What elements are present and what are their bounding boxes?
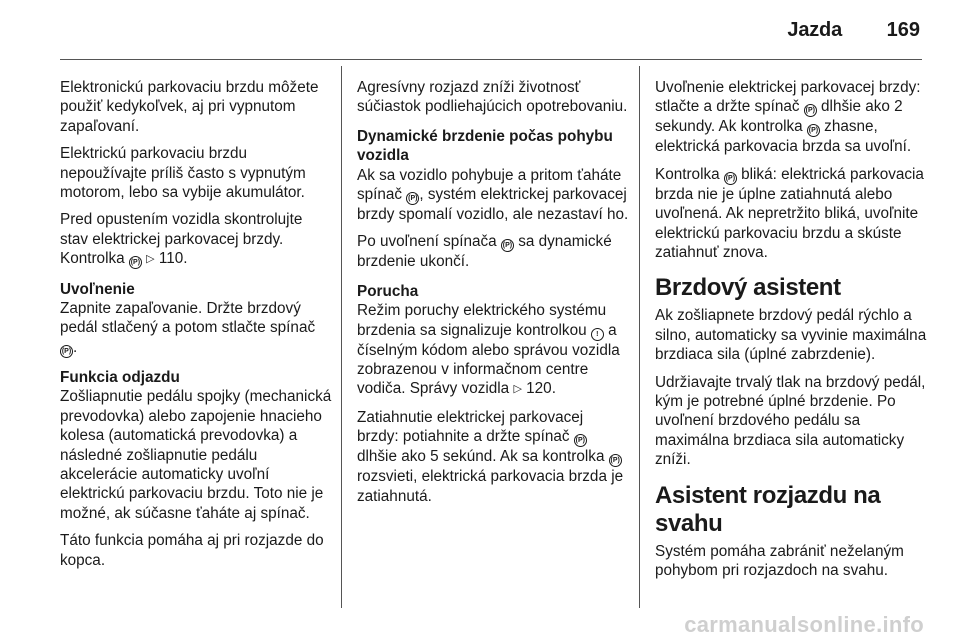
column-3 [655,78,927,589]
paragraph: Po uvoľnení spínača (P) sa dynamické brzdenie ukončí. [357,233,612,271]
subheading: Uvoľnenie [60,280,135,298]
brake-warning-icon: ! [591,328,604,341]
parking-brake-icon: (P) [501,239,514,252]
column-divider-1 [341,66,342,608]
paragraph: Udržiavajte trvalý tlak na brzdový pedál, kým je potrebné úplné brzdenie. Po uvoľnení brzdového pedálu sa maximálna brzdiaca sila automaticky zníži. [655,373,926,469]
paragraph: Uvoľnenie elektrickej parkovacej brzdy: stlačte a držte spínač (P) dlhšie ako 2 sekundy. Ak kontrolka (P) zhasne, elektrická parkovacia brzda sa uvoľní. [655,79,921,156]
column-divider-2 [639,66,640,608]
parking-brake-icon: (P) [406,192,419,205]
section-heading: Brzdový asistent [655,274,841,302]
page-reference-arrow-icon: ▷ [146,253,155,266]
parking-brake-icon: (P) [574,434,587,447]
paragraph: Elektrickú parkovaciu brzdu nepoužívajte príliš často s vypnutým motorom, lebo sa vybije akumulátor. [60,145,306,202]
parking-brake-icon: (P) [60,345,73,358]
paragraph: Ak zošliapnete brzdový pedál rýchlo a silno, automaticky sa vyvinie maximálna brzdiaca sila (úplné zabrzdenie). [655,307,927,364]
paragraph: Pred opustením vozidla skontrolujte stav elektrickej parkovacej brzdy. Kontrolka (P) ▷ 110. [60,211,303,268]
parking-brake-icon: (P) [129,256,142,269]
paragraph: Zapnite zapaľovanie. Držte brzdový pedál stlačený a potom stlačte spínač (P) . [60,300,316,356]
page-header [0,0,960,56]
column-1 [60,78,332,578]
section-title: Jazda [787,19,842,41]
subheading: Dynamické brzdenie počas pohybu vozidla [357,127,613,165]
page-number: 169 [886,19,920,41]
section-heading: Asistent rozjazdu na svahu [655,481,881,537]
paragraph: Režim poruchy elektrického systému brzdenia sa signalizuje kontrolkou ! a číselným kódom alebo správou vozidla zobrazenou v informačnom centre vodiča. Správy vozidla ▷ 120. [357,302,620,398]
paragraph: Zatiahnutie elektrickej parkovacej brzdy: potiahnite a držte spínač (P) dlhšie ako 5 sekúnd. Ak sa kontrolka (P) rozsvieti, elektrická parkovacia brzda je zatiahnutá. [357,408,624,505]
paragraph: Táto funkcia pomáha aj pri rozjazde do kopca. [60,532,324,569]
paragraph: Zošliapnutie pedálu spojky (mechanická prevodovka) alebo zapojenie hnacieho kolesa (automatická prevodovka) a následné zošliapnutie pedálu akcelerácie automaticky uvoľní elektrickú parkovaciu brzdu. Toto nie je možné, ak súčasne ťaháte aj spínač. [60,388,332,522]
paragraph: Agresívny rozjazd zníži životnosť súčiastok podliehajúcich opotrebovaniu. [357,79,628,116]
paragraph: Systém pomáha zabrániť neželaným pohybom pri rozjazdoch na svahu. [655,542,904,580]
column-2 [357,78,629,514]
watermark: carmanualsonline.info [684,612,924,637]
paragraph: Elektronickú parkovaciu brzdu môžete použiť kedykoľvek, aj pri vypnutom zapaľovaní. [60,79,319,135]
parking-brake-icon: (P) [804,104,817,117]
parking-brake-icon: (P) [807,124,820,137]
paragraph: Kontrolka (P) bliká: elektrická parkovacia brzda nie je úplne zatiahnutá alebo uvoľnená. Ak nepretržito bliká, uvoľnite elektrickú parkovaciu brzdu a skúste zatiahnuť znova. [655,165,924,262]
parking-brake-icon: (P) [609,454,622,467]
subheading: Funkcia odjazdu [60,368,180,386]
paragraph: Ak sa vozidlo pohybuje a pritom ťaháte spínač (P) , systém elektrickej parkovacej brzdy spomalí vozidlo, ale nezastaví ho. [357,166,629,224]
page-reference-arrow-icon: ▷ [513,383,522,396]
parking-brake-icon: (P) [724,172,737,185]
subheading: Porucha [357,282,419,300]
header-rule [60,59,922,60]
